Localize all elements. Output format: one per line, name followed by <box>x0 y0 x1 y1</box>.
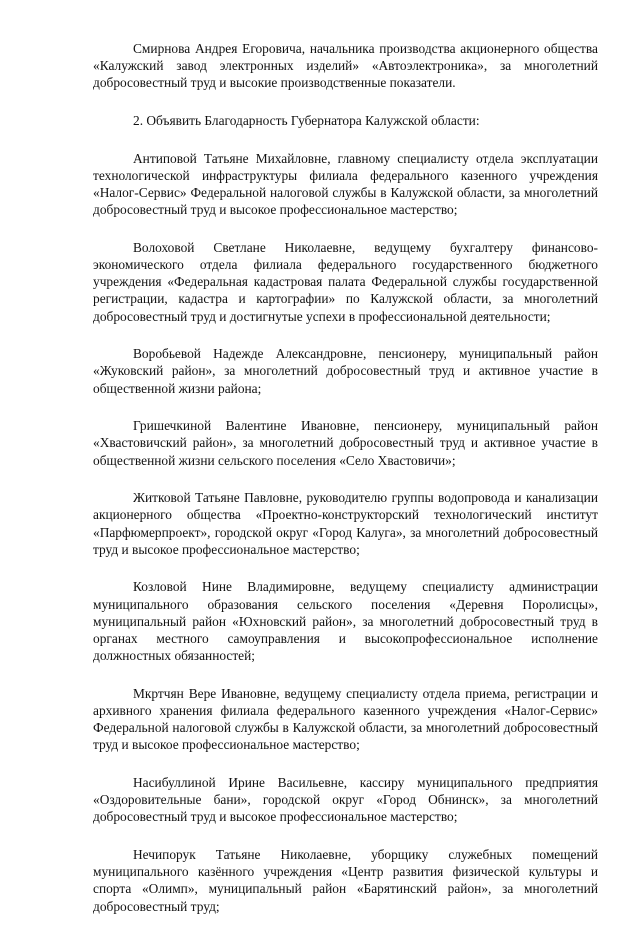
paragraph-kozlova: Козловой Нине Владимировне, ведущему специалисту администрации муниципального образования сельского поселения «Деревня Поролисцы», муниципальный район «Юхновский район», за многолетний добросовестный труд в органах местного самоуправления и высокопрофессиональное исполнение должностных обязанностей; <box>93 579 598 664</box>
paragraph-vorobyeva: Воробьевой Надежде Александровне, пенсионеру, муниципальный район «Жуковский район», за многолетний добросовестный труд и активное участие в общественной жизни района; <box>93 346 598 396</box>
section-heading-gratitude: 2. Объявить Благодарность Губернатора Калужской области: <box>133 113 480 128</box>
paragraph-smirnov: Смирнова Андрея Егоровича, начальника производства акционерного общества «Калужский завод электронных изделий» «Автоэлектроника», за многолетний добросовестный труд и высокие производственные показатели. <box>93 41 598 91</box>
paragraph-volokhova: Волоховой Светлане Николаевне, ведущему бухгалтеру финансово-экономического отдела филиала федерального государственного бюджетного учреждения «Федеральная кадастровая палата Федеральной службы государственной регистрации, кадастра и картографии» по Калужской области, за многолетний добросовестный труд и достигнутые успехи в профессиональной деятельности; <box>93 239 598 324</box>
paragraph-nechiporuk: Нечипорук Татьяне Николаевне, уборщику служебных помещений муниципального казённого учреждения «Центр развития физической культуры и спорта «Олимп», муниципальный район «Барятинский район», за многолетний добросовестный труд; <box>93 847 598 914</box>
paragraph-grishechkina: Гришечкиной Валентине Ивановне, пенсионеру, муниципальный район «Хвастовичский район», за многолетний добросовестный труд и активное участие в общественной жизни сельского поселения «Село Хвастовичи»; <box>93 418 598 468</box>
paragraph-mkrtchyan: Мкртчян Вере Ивановне, ведущему специалисту отдела приема, регистрации и архивного хранения филиала федерального казенного учреждения «Налог-Сервис» Федеральной налоговой службы в Калужской области, за многолетний добросовестный труд и высокое профессиональное мастерство; <box>93 685 598 753</box>
paragraph-zhitkova: Житковой Татьяне Павловне, руководителю группы водопровода и канализации акционерного общества «Проектно-конструкторский технологический институт «Парфюмерпроект», городской округ «Город Калуга», за многолетний добросовестный труд и высокое профессиональное мастерство; <box>93 490 598 557</box>
paragraph-nasibullina: Насибуллиной Ирине Васильевне, кассиру муниципального предприятия «Оздоровительные бани», городской округ «Город Обнинск», за многолетний добросовестный труд и высокое профессиональное мастерство; <box>93 775 598 825</box>
paragraph-antipova: Антиповой Татьяне Михайловне, главному специалисту отдела эксплуатации технологической инфраструктуры филиала федерального казенного учреждения «Налог-Сервис» Федеральной налоговой службы в Калужской области, за многолетний добросовестный труд и высокое профессиональное мастерство; <box>93 150 598 218</box>
document-page <box>93 40 598 935</box>
